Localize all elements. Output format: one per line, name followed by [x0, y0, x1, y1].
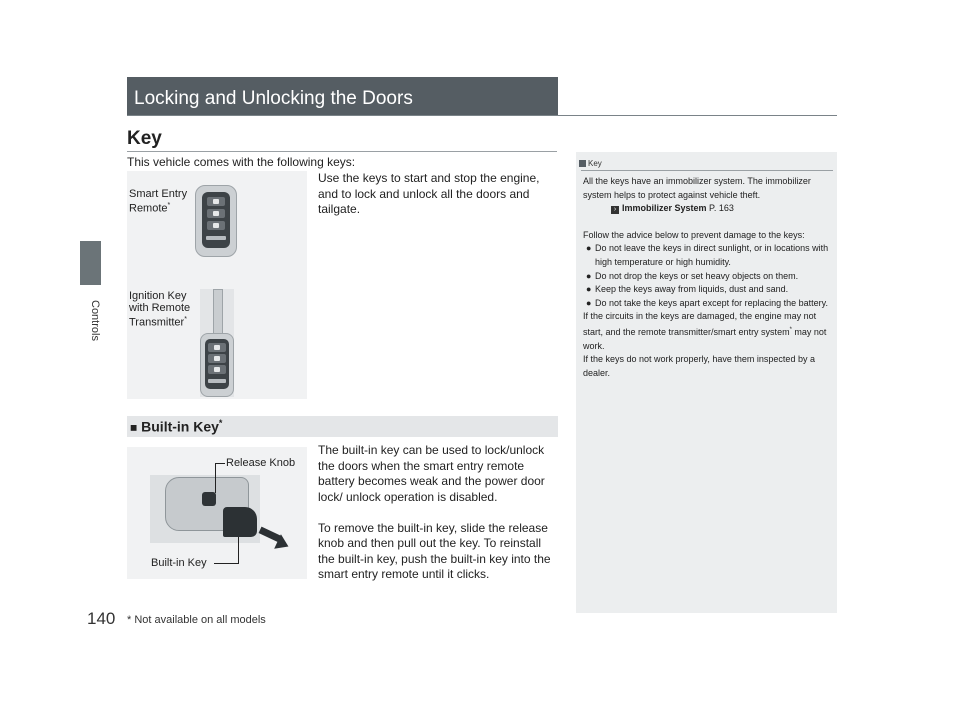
page-title: Locking and Unlocking the Doors — [134, 88, 413, 109]
note-body — [583, 175, 833, 380]
arrow-right-icon: › — [611, 206, 619, 214]
list-item: ● Do not take the keys apart except for replacing the battery. — [586, 297, 828, 308]
intro-text: This vehicle comes with the following keys: — [127, 155, 356, 169]
immobilizer-link[interactable]: › Immobilizer System P. 163 — [583, 202, 833, 216]
note-heading: Key — [579, 159, 602, 168]
smart-entry-remote-icon — [195, 185, 237, 257]
builtin-key-description — [318, 443, 560, 598]
note-divider — [581, 170, 833, 171]
keys-description: Use the keys to start and stop the engine, and to lock and unlock all the doors and tailgate. — [318, 171, 540, 216]
builtin-key-label: Built-in Key — [151, 557, 207, 569]
list-item: ● Keep the keys away from liquids, dust and sand. — [586, 284, 789, 295]
title-divider — [127, 115, 837, 116]
keys-illustration — [127, 171, 307, 399]
section-title: Key — [127, 128, 162, 149]
note-icon — [579, 160, 586, 167]
page-number: 140 — [87, 609, 116, 628]
list-item: ● Do not drop the keys or set heavy objects on them. — [586, 270, 799, 281]
note-paragraph: Follow the advice below to prevent damage to the keys: — [583, 229, 805, 240]
builtin-key-para-1: The built-in key can be used to lock/unlock the doors when the smart entry remote battery becomes weak and the power door lock/ unlock operation is disabled. — [318, 443, 545, 504]
builtin-key-para-2: To remove the built-in key, slide the release knob and then pull out the key. To reinstall the built-in key, push the built-in key into the smart entry remote until it clicks. — [318, 520, 551, 581]
section-divider — [127, 151, 557, 152]
list-item: ● Do not leave the keys in direct sunlight, or in locations with high temperature or high humidity. — [586, 243, 829, 267]
builtin-key-icon — [223, 507, 257, 537]
release-knob-label: Release Knob — [226, 457, 296, 469]
square-bullet-icon: ■ — [130, 420, 138, 435]
note-paragraph: If the keys do not work properly, have them inspected by a dealer. — [583, 354, 815, 378]
subsection-title: ■ Built-in Key* — [130, 418, 223, 435]
ignition-key-icon — [200, 289, 234, 397]
ignition-key-label: Ignition Key with Remote Transmitter* — [129, 290, 191, 329]
note-paragraph: If the circuits in the keys are damaged, the engine may not start, and the remote transmitter/smart entry system* may not work. — [583, 311, 827, 351]
note-paragraph: All the keys have an immobilizer system. The immobilizer system helps to protect against vehicle theft. — [583, 176, 811, 200]
chapter-label: Controls — [89, 299, 101, 341]
note-bullets — [583, 242, 833, 310]
footnote: * Not available on all models — [127, 614, 266, 626]
chapter-tab — [80, 241, 101, 285]
builtin-key-illustration — [127, 447, 307, 579]
smart-entry-label: Smart Entry Remote* — [129, 188, 188, 215]
release-knob-icon — [202, 492, 216, 506]
